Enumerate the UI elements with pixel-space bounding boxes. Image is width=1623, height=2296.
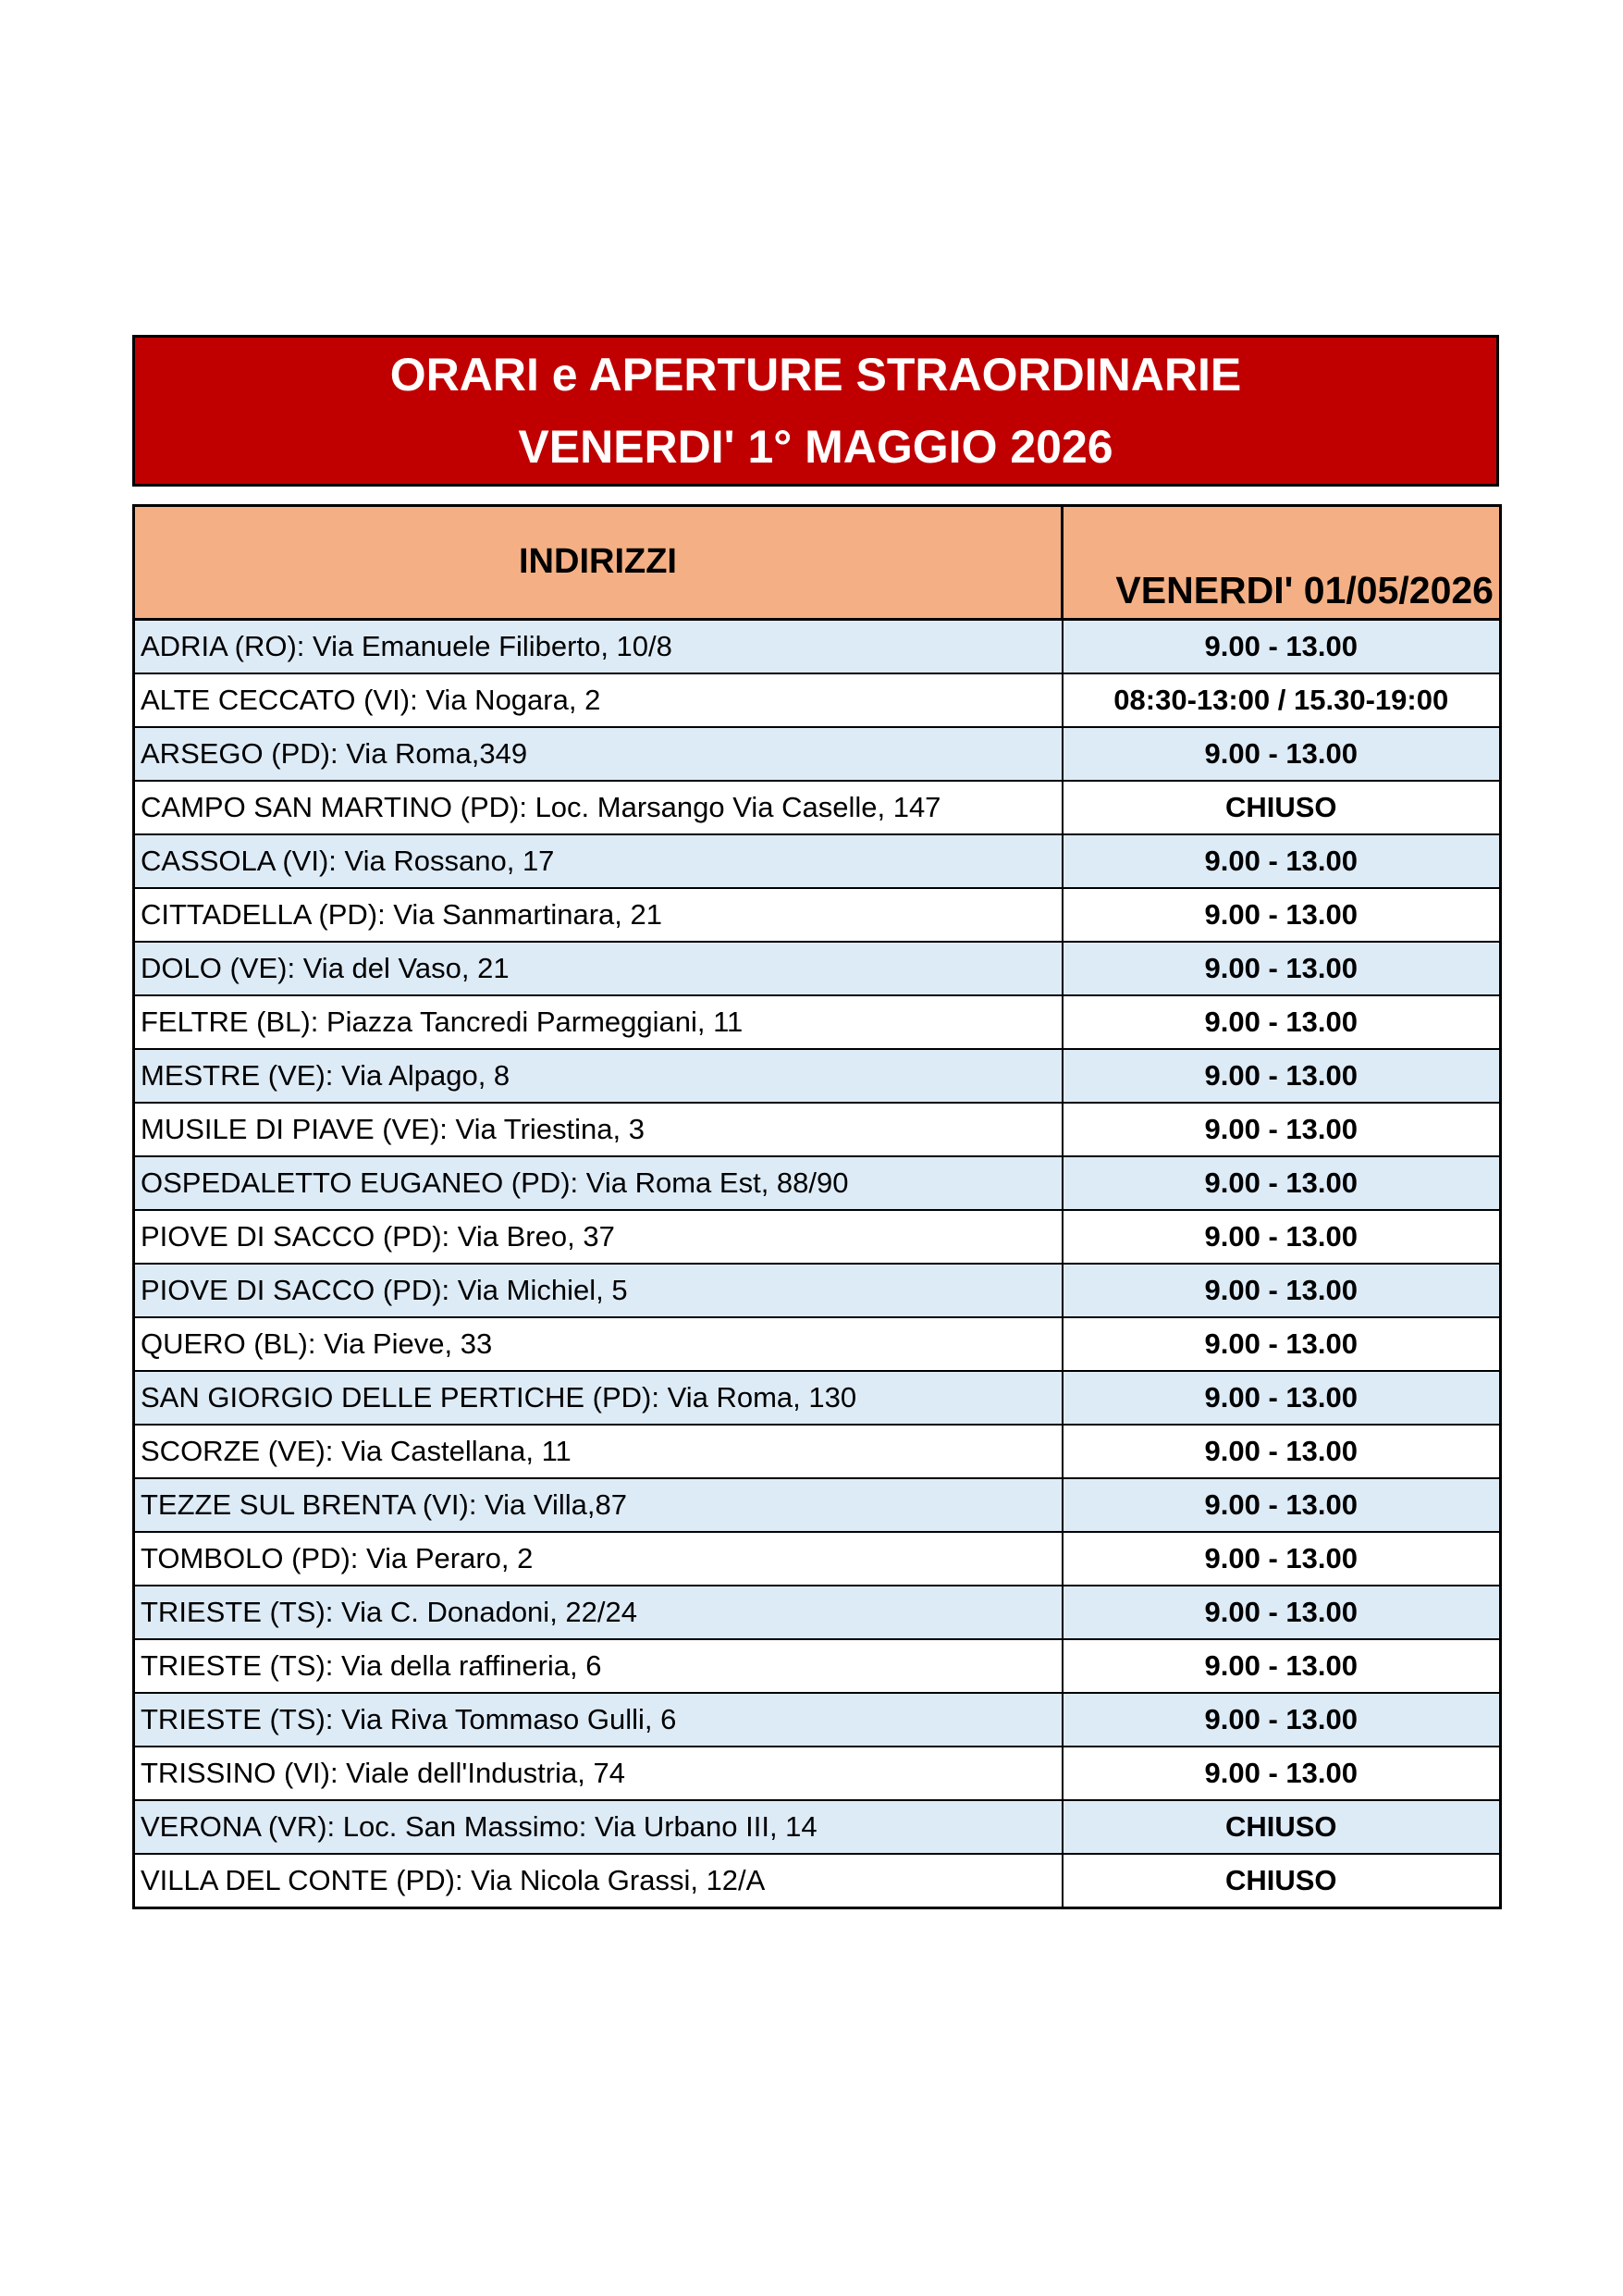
column-header-date (1063, 506, 1501, 620)
address-cell: CITTADELLA (PD): Via Sanmartinara, 21 (134, 888, 1063, 942)
address-cell: SCORZE (VE): Via Castellana, 11 (134, 1425, 1063, 1478)
table-header-row (134, 506, 1501, 620)
hours-cell: 9.00 - 13.00 (1063, 995, 1501, 1049)
hours-cell: 9.00 - 13.00 (1063, 1747, 1501, 1800)
hours-cell: CHIUSO (1063, 1854, 1501, 1908)
table-row (134, 620, 1501, 674)
table-row (134, 942, 1501, 995)
hours-cell: 9.00 - 13.00 (1063, 1264, 1501, 1317)
hours-cell: 9.00 - 13.00 (1063, 1210, 1501, 1264)
address-cell: ARSEGO (PD): Via Roma,349 (134, 727, 1063, 781)
table-row (134, 781, 1501, 834)
table-row (134, 1210, 1501, 1264)
table-row (134, 1049, 1501, 1103)
title-line-1: ORARI e APERTURE STRAORDINARIE (389, 349, 1242, 401)
table-row (134, 834, 1501, 888)
hours-cell: 9.00 - 13.00 (1063, 888, 1501, 942)
table-row (134, 995, 1501, 1049)
hours-cell: 9.00 - 13.00 (1063, 1639, 1501, 1693)
table-row (134, 1264, 1501, 1317)
address-cell: DOLO (VE): Via del Vaso, 21 (134, 942, 1063, 995)
address-cell: FELTRE (BL): Piazza Tancredi Parmeggiani, 11 (134, 995, 1063, 1049)
address-cell: QUERO (BL): Via Pieve, 33 (134, 1317, 1063, 1371)
hours-cell: 9.00 - 13.00 (1063, 1586, 1501, 1639)
hours-cell: 9.00 - 13.00 (1063, 620, 1501, 674)
table-row (134, 1586, 1501, 1639)
hours-cell: 9.00 - 13.00 (1063, 942, 1501, 995)
title-line-2: VENERDI' 1° MAGGIO 2026 (518, 421, 1113, 473)
table-row (134, 1639, 1501, 1693)
hours-cell: CHIUSO (1063, 1800, 1501, 1854)
address-cell: TRIESTE (TS): Via Riva Tommaso Gulli, 6 (134, 1693, 1063, 1747)
hours-cell: 08:30-13:00 / 15.30-19:00 (1063, 673, 1501, 727)
table-row (134, 1800, 1501, 1854)
table-row (134, 1156, 1501, 1210)
address-cell: TEZZE SUL BRENTA (VI): Via Villa,87 (134, 1478, 1063, 1532)
table-row (134, 1693, 1501, 1747)
column-header-address-label: INDIRIZZI (519, 542, 677, 581)
table-row (134, 1371, 1501, 1425)
hours-cell: 9.00 - 13.00 (1063, 1317, 1501, 1371)
hours-cell: 9.00 - 13.00 (1063, 1103, 1501, 1156)
hours-cell: 9.00 - 13.00 (1063, 1425, 1501, 1478)
address-cell: ALTE CECCATO (VI): Via Nogara, 2 (134, 673, 1063, 727)
table-row (134, 1747, 1501, 1800)
address-cell: VERONA (VR): Loc. San Massimo: Via Urbano III, 14 (134, 1800, 1063, 1854)
title-banner (132, 335, 1499, 487)
hours-cell: 9.00 - 13.00 (1063, 1478, 1501, 1532)
hours-cell: 9.00 - 13.00 (1063, 727, 1501, 781)
address-cell: VILLA DEL CONTE (PD): Via Nicola Grassi, 12/A (134, 1854, 1063, 1908)
hours-cell: 9.00 - 13.00 (1063, 1156, 1501, 1210)
address-cell: MESTRE (VE): Via Alpago, 8 (134, 1049, 1063, 1103)
address-cell: TRIESTE (TS): Via della raffineria, 6 (134, 1639, 1063, 1693)
address-cell: PIOVE DI SACCO (PD): Via Breo, 37 (134, 1210, 1063, 1264)
address-cell: OSPEDALETTO EUGANEO (PD): Via Roma Est, 88/90 (134, 1156, 1063, 1210)
address-cell: CASSOLA (VI): Via Rossano, 17 (134, 834, 1063, 888)
hours-cell: 9.00 - 13.00 (1063, 1049, 1501, 1103)
hours-cell: 9.00 - 13.00 (1063, 1532, 1501, 1586)
table-row (134, 727, 1501, 781)
address-cell: TRIESTE (TS): Via C. Donadoni, 22/24 (134, 1586, 1063, 1639)
table-row (134, 1532, 1501, 1586)
address-cell: ADRIA (RO): Via Emanuele Filiberto, 10/8 (134, 620, 1063, 674)
hours-cell: 9.00 - 13.00 (1063, 834, 1501, 888)
table-row (134, 673, 1501, 727)
table-row (134, 1425, 1501, 1478)
table-row (134, 1317, 1501, 1371)
table-row (134, 1478, 1501, 1532)
address-cell: MUSILE DI PIAVE (VE): Via Triestina, 3 (134, 1103, 1063, 1156)
hours-cell: 9.00 - 13.00 (1063, 1371, 1501, 1425)
table-row (134, 888, 1501, 942)
table-row (134, 1103, 1501, 1156)
column-header-date-label: VENERDI' 01/05/2026 (1115, 569, 1494, 611)
address-cell: TRISSINO (VI): Viale dell'Industria, 74 (134, 1747, 1063, 1800)
opening-hours-table (132, 504, 1502, 1909)
column-header-address (134, 506, 1063, 620)
address-cell: SAN GIORGIO DELLE PERTICHE (PD): Via Roma, 130 (134, 1371, 1063, 1425)
table-row (134, 1854, 1501, 1908)
hours-cell: CHIUSO (1063, 781, 1501, 834)
address-cell: PIOVE DI SACCO (PD): Via Michiel, 5 (134, 1264, 1063, 1317)
address-cell: CAMPO SAN MARTINO (PD): Loc. Marsango Via Caselle, 147 (134, 781, 1063, 834)
address-cell: TOMBOLO (PD): Via Peraro, 2 (134, 1532, 1063, 1586)
hours-cell: 9.00 - 13.00 (1063, 1693, 1501, 1747)
